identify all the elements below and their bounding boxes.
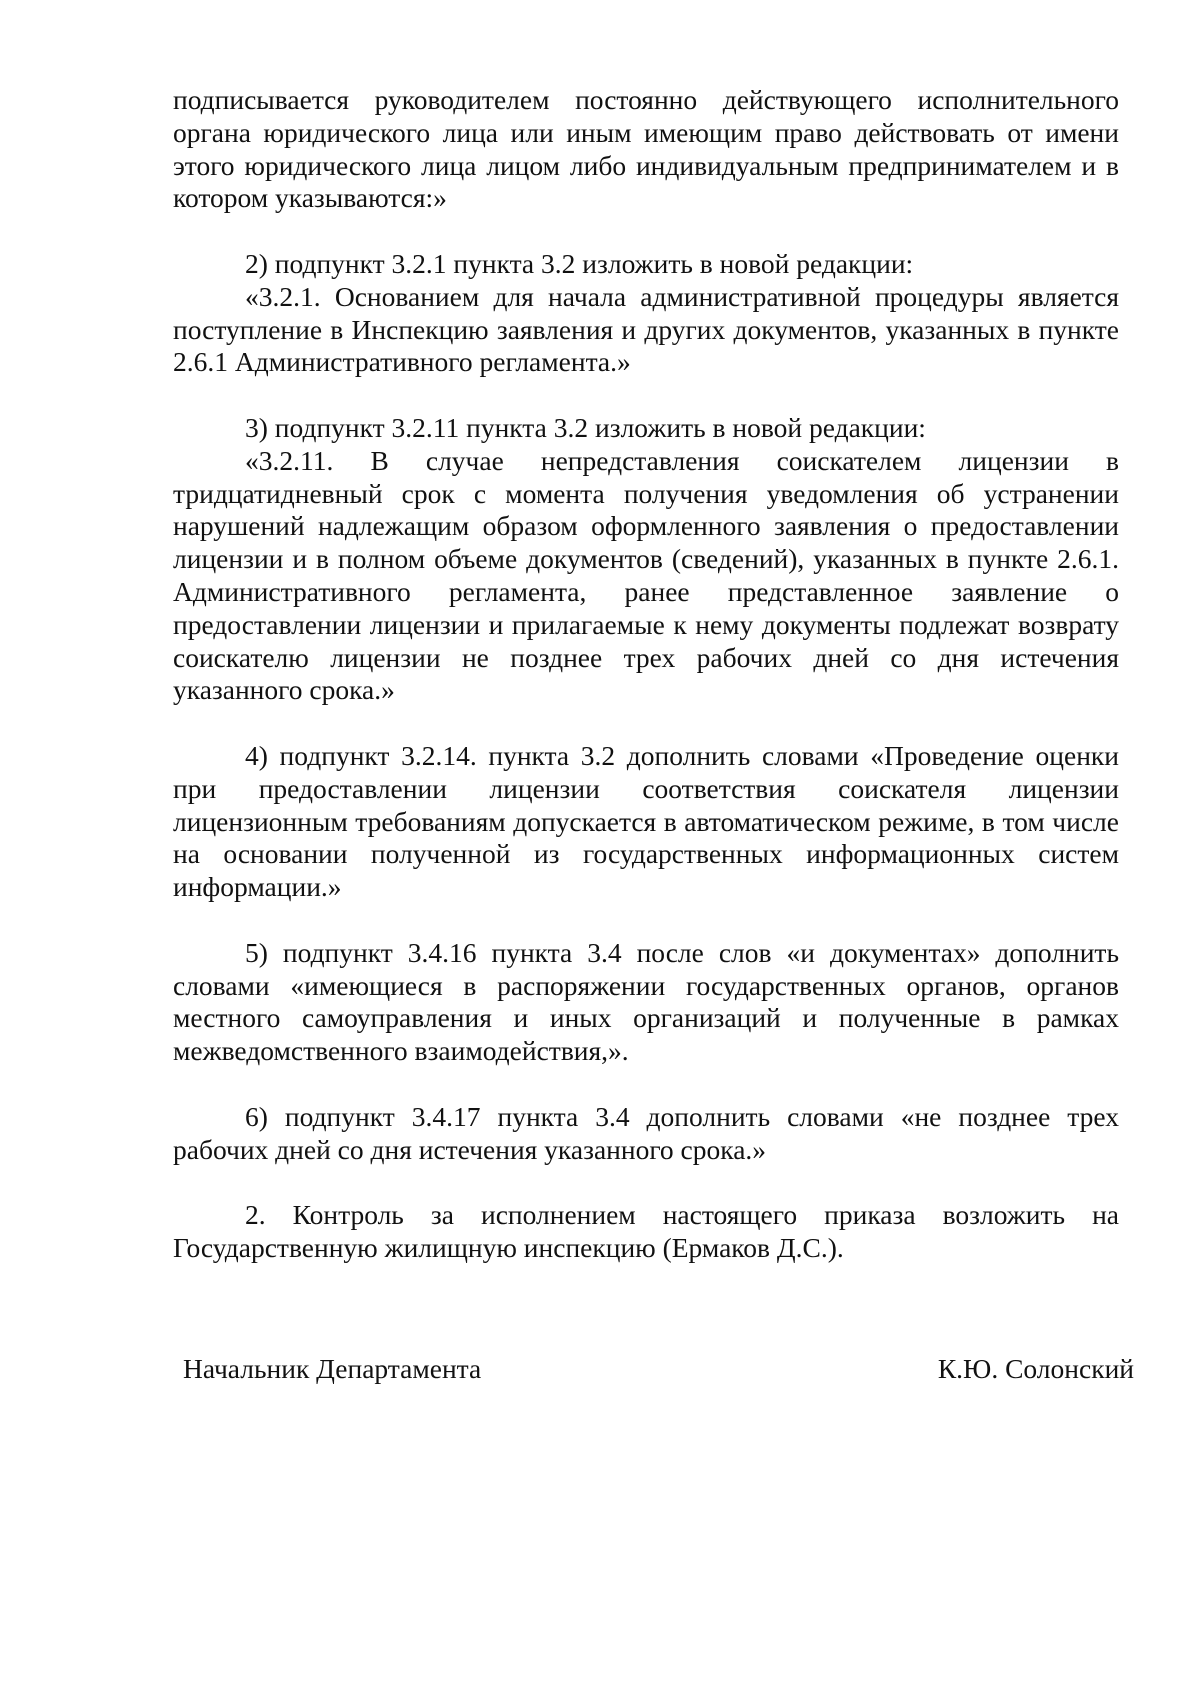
amendment-item-3: 3) подпункт 3.2.11 пункта 3.2 изложить в новой редакции: [245,411,926,443]
order-clause-2: 2. Контроль за исполнением настоящего приказа возложить на Государственную жилищную инспекцию (Ермаков Д.С.). [173,1199,1119,1263]
amendment-item-2: 2) подпункт 3.2.1 пункта 3.2 изложить в новой редакции: [245,247,914,279]
amendment-item-4: 4) подпункт 3.2.14. пункта 3.2 дополнить словами «Проведение оценки при предоставлении лицензии соответствия соискателя лицензии лицензионным требованиям допускается в автоматическом режиме, в том числе на основании полученной из государственных информационных систем информации.» [173,739,1119,903]
paragraph-continuation: подписывается руководителем постоянно действующего исполнительного органа юридического лица или иным имеющим право действовать от имени этого юридического лица лицом либо индивидуальным предпринимателем и в котором указываются:» [173,84,1119,214]
amendment-item-5: 5) подпункт 3.4.16 пункта 3.4 после слов «и документах» дополнить словами «имеющиеся в распоряжении государственных органов, органов местного самоуправления и иных организаций и полученные в рамках межведомственного взаимодействия,». [173,936,1119,1067]
amendment-text-3-2-1: «3.2.1. Основанием для начала административной процедуры является поступление в Инспекцию заявления и других документов, указанных в пункте 2.6.1 Административного регламента.» [173,280,1119,378]
amendment-item-6: 6) подпункт 3.4.17 пункта 3.4 дополнить словами «не позднее трех рабочих дней со дня истечения указанного срока.» [173,1100,1119,1165]
amendment-text-3-2-11: «3.2.11. В случае непредставления соискателем лицензии в тридцатидневный срок с момента получения уведомления об устранении нарушений надлежащим образом оформленного заявления о предоставлении лицензии и в полном объеме документов (сведений), указанных в пункте 2.6.1. Административного регламента, ранее представленное заявление о предоставлении лицензии и прилагаемые к нему документы подлежат возврату соискателю лицензии не позднее трех рабочих дней со дня истечения указанного срока.» [173,444,1119,706]
document-body [173,84,1119,1265]
signatory-name: К.Ю. Солонский [937,1353,1134,1384]
signatory-position: Начальник Департамента [183,1353,482,1384]
